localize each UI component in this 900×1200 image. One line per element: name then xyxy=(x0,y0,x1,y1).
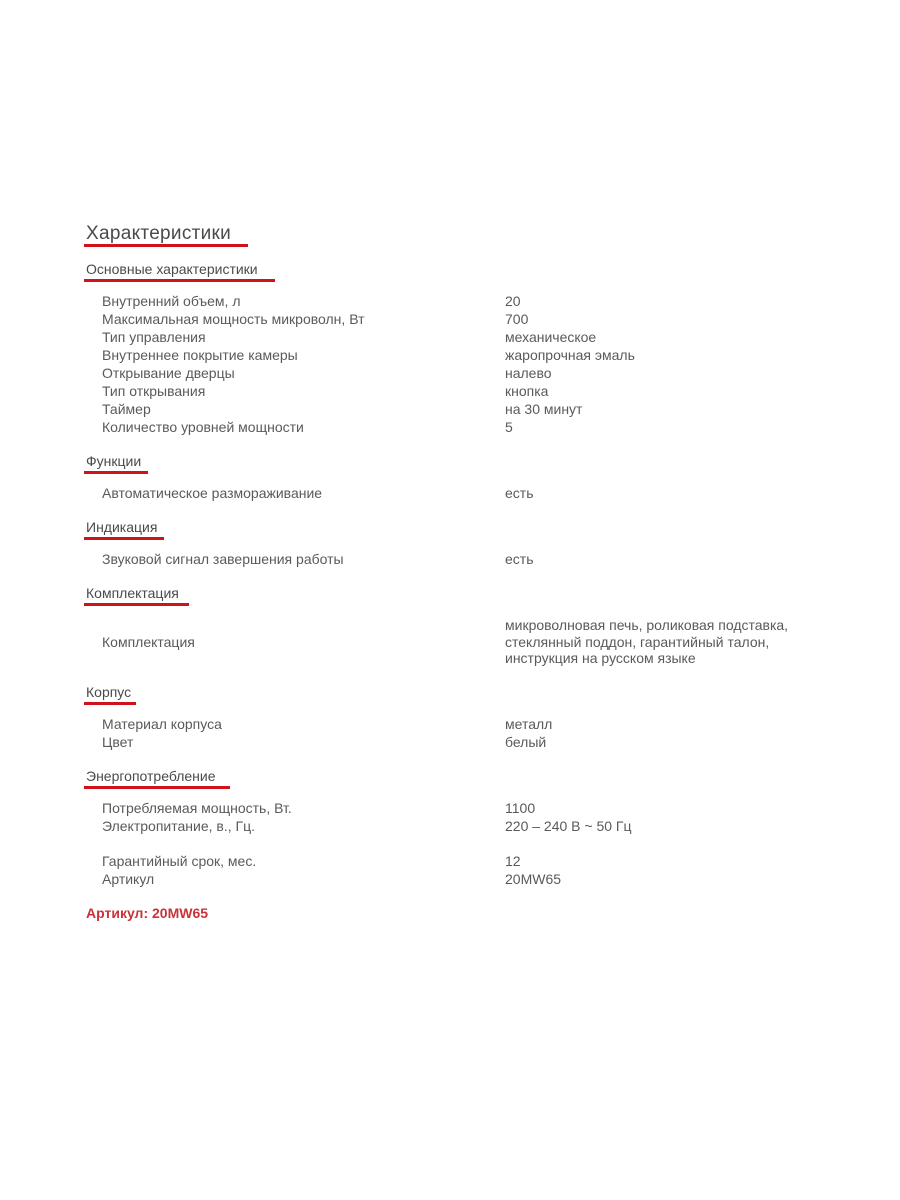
spec-label: Открывание дверцы xyxy=(102,365,235,381)
spec-label: Максимальная мощность микроволн, Вт xyxy=(102,311,365,327)
section-heading-functions: Функции xyxy=(86,453,142,469)
spec-label: Тип управления xyxy=(102,329,206,345)
spec-value: есть xyxy=(505,485,534,501)
section-heading-indication: Индикация xyxy=(86,519,158,535)
section-heading-main: Основные характеристики xyxy=(86,261,258,277)
spec-value-line: микроволновая печь, роликовая подставка, xyxy=(505,617,789,633)
section-underline-functions xyxy=(84,471,148,474)
spec-value-line: стеклянный поддон, гарантийный талон, xyxy=(505,633,770,650)
spec-value: налево xyxy=(505,365,552,381)
spec-label: Комплектация xyxy=(102,634,195,650)
section-underline-body xyxy=(84,702,136,705)
spec-value: белый xyxy=(505,734,547,750)
page-title: Характеристики xyxy=(86,223,232,244)
spec-label: Внутреннее покрытие камеры xyxy=(102,347,298,363)
spec-label: Электропитание, в., Гц. xyxy=(102,818,255,834)
article-number-note: Артикул: 20MW65 xyxy=(86,905,209,921)
spec-value: 220 – 240 В ~ 50 Гц xyxy=(505,818,632,834)
spec-value: 700 xyxy=(505,311,529,327)
section-heading-power: Энергопотребление xyxy=(86,768,216,784)
spec-value: 20MW65 xyxy=(505,871,562,887)
section-underline-main xyxy=(84,279,275,282)
title-underline xyxy=(84,244,248,247)
spec-label: Цвет xyxy=(102,734,134,750)
spec-value: жаропрочная эмаль xyxy=(505,347,635,363)
section-underline-package xyxy=(84,603,189,606)
spec-value: 20 xyxy=(505,293,521,309)
spec-value: кнопка xyxy=(505,383,549,399)
spec-value-multiline xyxy=(505,617,845,667)
spec-label: Количество уровней мощности xyxy=(102,419,304,435)
spec-value: металл xyxy=(505,716,553,732)
spec-value: 12 xyxy=(505,853,521,869)
spec-label: Звуковой сигнал завершения работы xyxy=(102,551,344,567)
spec-value: механическое xyxy=(505,329,597,345)
spec-label: Потребляемая мощность, Вт. xyxy=(102,800,292,816)
spec-value: есть xyxy=(505,551,534,567)
spec-label: Артикул xyxy=(102,871,155,887)
spec-label: Тип открывания xyxy=(102,383,206,399)
spec-value: 1100 xyxy=(505,800,536,816)
section-heading-package: Комплектация xyxy=(86,585,179,601)
spec-label: Гарантийный срок, мес. xyxy=(102,853,257,869)
spec-label: Материал корпуса xyxy=(102,716,222,732)
spec-label: Таймер xyxy=(102,401,151,417)
spec-value: на 30 минут xyxy=(505,401,583,417)
spec-label: Автоматическое размораживание xyxy=(102,485,323,501)
section-heading-body: Корпус xyxy=(86,684,132,700)
section-underline-power xyxy=(84,786,230,789)
section-underline-indication xyxy=(84,537,164,540)
spec-value-line: инструкция на русском языке xyxy=(505,650,696,666)
spec-label: Внутренний объем, л xyxy=(102,293,241,309)
spec-value: 5 xyxy=(505,419,513,435)
